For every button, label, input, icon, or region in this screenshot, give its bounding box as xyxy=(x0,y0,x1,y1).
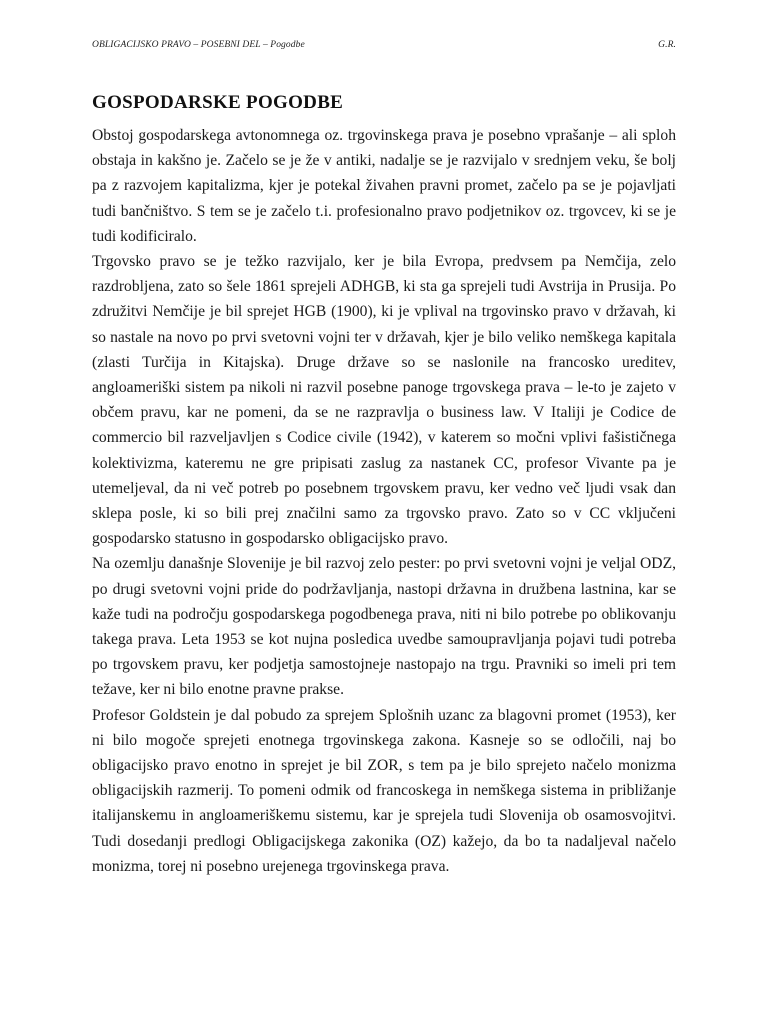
paragraph: Na ozemlju današnje Slovenije je bil razvoj zelo pester: po prvi svetovni vojni je veljal ODZ, po drugi svetovni vojni pride do podržavljanja, nastopi državna in družbena lastnina, kar se kaže tudi na področju gospodarskega pogodbenega prava, niti ni bilo potrebe po oblikovanju takega prava. Leta 1953 se kot nujna posledica uvedbe samoupravljanja pojavi tudi potreba po trgovskem pravu, ker podjetja samostojneje nastopajo na trgu. Pravniki so imeli pri tem težave, ker ni bilo enotne pravne prakse. xyxy=(92,555,676,699)
document-title: GOSPODARSKE POGODBE xyxy=(92,92,344,113)
paragraph: Trgovsko pravo se je težko razvijalo, ker je bila Evropa, predvsem pa Nemčija, zelo razdrobljena, zato so šele 1861 sprejeli ADHGB, ki sta ga sprejeli tudi Avstrija in Prusija. Po združitvi Nemčije je bil sprejet HGB (1900), ki je vplival na trgovinsko pravo v državah, ki so nastale na novo po prvi svetovni vojni ter v državah, kjer je bilo veliko nemškega kapitala (zlasti Turčija in Kitajska). Druge države so se naslonile na francosko ureditev, angloameriški sistem pa nikoli ni razvil posebne panoge trgovskega prava – le-to je zajeto v občem pravu, kar ne pomeni, da se ne razpravlja o business law. V Italiji je Codice de commercio bil razveljavljen s Codice civile (1942), v katerem so močni vplivi fašističnega kolektivizma, kateremu ne gre pripisati zaslug za nastanek CC, profesor Vivante pa je utemeljeval, da ni več potreb po posebnem trgovskem pravu, ker vedno več ljudi vsak dan sklepa posle, ki so bili prej značilni samo za trgovsko pravo. Zato so v CC vključeni gospodarsko statusno in gospodarsko obligacijsko pravo. xyxy=(92,253,676,548)
paragraph: Obstoj gospodarskega avtonomnega oz. trgovinskega prava je posebno vprašanje – ali sploh obstaja in kakšno je. Začelo se je že v antiki, nadalje se je razvijalo v srednjem veku, še bolj pa z razvojem kapitalizma, kjer je potekal živahen pravni promet, začelo pa se je pojavljati tudi bančništvo. S tem se je začelo t.i. profesionalno pravo podjetnikov oz. trgovcev, ki se je tudi kodificiralo. xyxy=(92,127,676,245)
running-header-right: G.R. xyxy=(658,40,676,50)
running-header xyxy=(92,40,676,50)
running-header-left: OBLIGACIJSKO PRAVO – POSEBNI DEL – Pogodbe xyxy=(92,40,305,50)
paragraph: Profesor Goldstein je dal pobudo za sprejem Splošnih uzanc za blagovni promet (1953), ker ni bilo mogoče sprejeti enotnega trgovinskega zakona. Kasneje so se odločili, naj bo obligacijsko pravo enotno in sprejet je bil ZOR, s tem pa je bilo sprejeto načelo monizma obligacijskih razmerij. To pomeni odmik od francoskega in nemškega sistema in približanje italijanskemu in angloameriškemu sistemu, kar je sprejela tudi Slovenija ob osamosvojitvi. Tudi dosedanji predlogi Obligacijskega zakonika (OZ) kažejo, da bo ta nadaljeval načelo monizma, torej ni posebno urejenega trgovinskega prava. xyxy=(92,706,676,875)
document-body xyxy=(92,123,676,879)
